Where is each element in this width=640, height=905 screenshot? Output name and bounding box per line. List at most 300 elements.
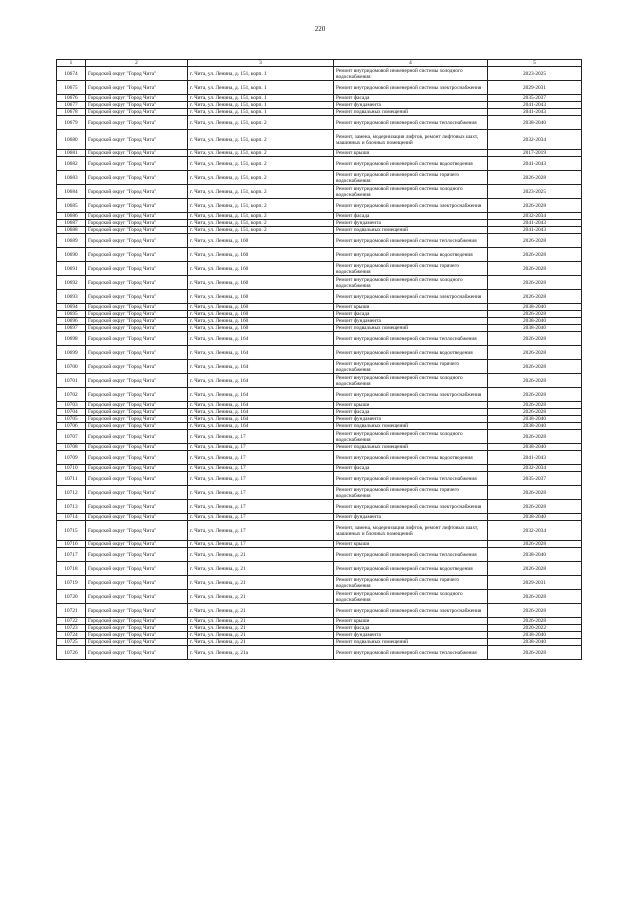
period-cell: 2026-2028 (488, 171, 582, 185)
municipality-cell: Городской округ "Город Чита" (86, 451, 188, 465)
work-type-cell: Ремонт внутридомовой инженерной системы холодного водоснабжения (334, 374, 488, 388)
municipality-cell: Городской округ "Город Чита" (86, 514, 188, 521)
table-row (57, 360, 582, 374)
work-type-cell: Ремонт фасада (334, 213, 488, 220)
work-type-cell: Ремонт внутридомовой инженерной системы водоотведения (334, 157, 488, 171)
period-cell: 2026-2028 (488, 500, 582, 514)
address-cell: г. Чита, ул. Ленина, д. 151, корп. 2 (188, 199, 334, 213)
work-type-cell: Ремонт внутридомовой инженерной системы водоотведения (334, 562, 488, 576)
work-type-cell: Ремонт внутридомовой инженерной системы электроснабжения (334, 81, 488, 95)
period-cell: 2026-2028 (488, 402, 582, 409)
column-header-3: 3 (188, 60, 334, 67)
period-cell: 2026-2028 (488, 199, 582, 213)
municipality-cell: Городской округ "Город Чита" (86, 632, 188, 639)
address-cell: г. Чита, ул. Ленина, д. 151, корп. 2 (188, 227, 334, 234)
municipality-cell: Городской округ "Город Чита" (86, 548, 188, 562)
table-row (57, 576, 582, 590)
address-cell: г. Чита, ул. Ленина, д. 160 (188, 276, 334, 290)
page-number: 220 (314, 25, 326, 33)
work-type-cell: Ремонт, замена, модернизация лифтов, ремонт лифтовых шахт, машинных и блочных помещений (334, 130, 488, 150)
municipality-cell: Городской округ "Город Чита" (86, 639, 188, 646)
table-row (57, 521, 582, 541)
period-cell: 2026-2028 (488, 346, 582, 360)
period-cell: 2026-2028 (488, 486, 582, 500)
period-cell: 2041-2043 (488, 451, 582, 465)
address-cell: г. Чита, ул. Ленина, д. 164 (188, 409, 334, 416)
period-cell: 2041-2043 (488, 109, 582, 116)
work-type-cell: Ремонт фундамента (334, 318, 488, 325)
period-cell: 2035-2037 (488, 472, 582, 486)
address-cell: г. Чита, ул. Ленина, д. 21 (188, 625, 334, 632)
table-row (57, 213, 582, 220)
period-cell: 2035-2037 (488, 95, 582, 102)
row-number-cell: 10725 (57, 639, 86, 646)
work-type-cell: Ремонт подвальных помещений (334, 444, 488, 451)
municipality-cell: Городской округ "Город Чита" (86, 430, 188, 444)
table-row (57, 130, 582, 150)
municipality-cell: Городской округ "Город Чита" (86, 465, 188, 472)
municipality-cell: Городской округ "Город Чита" (86, 409, 188, 416)
period-cell: 2026-2028 (488, 541, 582, 548)
period-cell: 2038-2040 (488, 639, 582, 646)
table-row (57, 81, 582, 95)
municipality-cell: Городской округ "Город Чита" (86, 521, 188, 541)
work-type-cell: Ремонт фундамента (334, 416, 488, 423)
period-cell: 2026-2028 (488, 618, 582, 625)
row-number-cell: 10676 (57, 95, 86, 102)
municipality-cell: Городской округ "Город Чита" (86, 360, 188, 374)
row-number-cell: 10697 (57, 325, 86, 332)
period-cell: 2026-2028 (488, 311, 582, 318)
work-type-cell: Ремонт внутридомовой инженерной системы теплоснабжения (334, 332, 488, 346)
municipality-cell: Городской округ "Город Чита" (86, 562, 188, 576)
period-cell: 2026-2028 (488, 590, 582, 604)
row-number-cell: 10722 (57, 618, 86, 625)
table-row (57, 157, 582, 171)
address-cell: г. Чита, ул. Ленина, д. 151, корп. 1 (188, 109, 334, 116)
municipality-cell: Городской округ "Город Чита" (86, 311, 188, 318)
work-type-cell: Ремонт крыши (334, 402, 488, 409)
address-cell: г. Чита, ул. Ленина, д. 164 (188, 423, 334, 430)
municipality-cell: Городской округ "Город Чита" (86, 290, 188, 304)
address-cell: г. Чита, ул. Ленина, д. 151, корп. 2 (188, 185, 334, 199)
address-cell: г. Чита, ул. Ленина, д. 21 (188, 632, 334, 639)
municipality-cell: Городской округ "Город Чита" (86, 220, 188, 227)
period-cell: 2038-2040 (488, 423, 582, 430)
municipality-cell: Городской округ "Город Чита" (86, 199, 188, 213)
work-type-cell: Ремонт крыши (334, 304, 488, 311)
period-cell: 2029-2031 (488, 576, 582, 590)
period-cell: 2017-2019 (488, 150, 582, 157)
period-cell: 2032-2034 (488, 130, 582, 150)
row-number-cell: 10719 (57, 576, 86, 590)
row-number-cell: 10716 (57, 541, 86, 548)
municipality-cell: Городской округ "Город Чита" (86, 346, 188, 360)
row-number-cell: 10699 (57, 346, 86, 360)
period-cell: 2032-2034 (488, 521, 582, 541)
row-number-cell: 10718 (57, 562, 86, 576)
period-cell: 2032-2034 (488, 213, 582, 220)
row-number-cell: 10686 (57, 213, 86, 220)
table-row (57, 150, 582, 157)
period-cell: 2026-2028 (488, 262, 582, 276)
work-type-cell: Ремонт, замена, модернизация лифтов, ремонт лифтовых шахт, машинных и блочных помещений (334, 521, 488, 541)
work-type-cell: Ремонт внутридомовой инженерной системы теплоснабжения (334, 548, 488, 562)
period-cell: 2026-2028 (488, 409, 582, 416)
address-cell: г. Чита, ул. Ленина, д. 17 (188, 521, 334, 541)
work-type-cell: Ремонт внутридомовой инженерной системы электроснабжения (334, 290, 488, 304)
address-cell: г. Чита, ул. Ленина, д. 151, корп. 2 (188, 116, 334, 130)
table-row (57, 500, 582, 514)
work-type-cell: Ремонт внутридомовой инженерной системы горячего водоснабжения (334, 360, 488, 374)
municipality-cell: Городской округ "Город Чита" (86, 157, 188, 171)
work-type-cell: Ремонт внутридомовой инженерной системы электроснабжения (334, 500, 488, 514)
municipality-cell: Городской округ "Город Чита" (86, 81, 188, 95)
municipality-cell: Городской округ "Город Чита" (86, 541, 188, 548)
municipality-cell: Городской округ "Город Чита" (86, 332, 188, 346)
table-row (57, 102, 582, 109)
municipality-cell: Городской округ "Город Чита" (86, 604, 188, 618)
table-row (57, 604, 582, 618)
address-cell: г. Чита, ул. Ленина, д. 151, корп. 2 (188, 150, 334, 157)
period-cell: 2038-2040 (488, 304, 582, 311)
municipality-cell: Городской округ "Город Чита" (86, 227, 188, 234)
address-cell: г. Чита, ул. Ленина, д. 164 (188, 346, 334, 360)
address-cell: г. Чита, ул. Ленина, д. 17 (188, 451, 334, 465)
work-type-cell: Ремонт внутридомовой инженерной системы горячего водоснабжения (334, 576, 488, 590)
table-row (57, 346, 582, 360)
table-row (57, 262, 582, 276)
row-number-cell: 10691 (57, 262, 86, 276)
address-cell: г. Чита, ул. Ленина, д. 164 (188, 402, 334, 409)
work-type-cell: Ремонт внутридомовой инженерной системы холодного водоснабжения (334, 185, 488, 199)
address-cell: г. Чита, ул. Ленина, д. 164 (188, 374, 334, 388)
table-row (57, 402, 582, 409)
work-type-cell: Ремонт фасада (334, 625, 488, 632)
address-cell: г. Чита, ул. Ленина, д. 21 (188, 548, 334, 562)
address-cell: г. Чита, ул. Ленина, д. 17 (188, 444, 334, 451)
municipality-cell: Городской округ "Город Чита" (86, 171, 188, 185)
address-cell: г. Чита, ул. Ленина, д. 160 (188, 234, 334, 248)
table-row (57, 109, 582, 116)
municipality-cell: Городской округ "Город Чита" (86, 618, 188, 625)
row-number-cell: 10696 (57, 318, 86, 325)
municipality-cell: Городской округ "Город Чита" (86, 102, 188, 109)
address-cell: г. Чита, ул. Ленина, д. 151, корп. 2 (188, 220, 334, 227)
address-cell: г. Чита, ул. Ленина, д. 21а (188, 646, 334, 660)
work-type-cell: Ремонт внутридомовой инженерной системы водоотведения (334, 248, 488, 262)
row-number-cell: 10702 (57, 388, 86, 402)
municipality-cell: Городской округ "Город Чита" (86, 423, 188, 430)
municipality-cell: Городской округ "Город Чита" (86, 590, 188, 604)
table-row (57, 234, 582, 248)
municipality-cell: Городской округ "Город Чита" (86, 150, 188, 157)
row-number-cell: 10724 (57, 632, 86, 639)
municipality-cell: Городской округ "Город Чита" (86, 276, 188, 290)
municipality-cell: Городской округ "Город Чита" (86, 248, 188, 262)
table-row (57, 472, 582, 486)
address-cell: г. Чита, ул. Ленина, д. 160 (188, 318, 334, 325)
work-type-cell: Ремонт подвальных помещений (334, 639, 488, 646)
address-cell: г. Чита, ул. Ленина, д. 21 (188, 604, 334, 618)
address-cell: г. Чита, ул. Ленина, д. 151, корп. 2 (188, 157, 334, 171)
municipality-cell: Городской округ "Город Чита" (86, 402, 188, 409)
address-cell: г. Чита, ул. Ленина, д. 160 (188, 311, 334, 318)
table-row (57, 423, 582, 430)
row-number-cell: 10675 (57, 81, 86, 95)
work-type-cell: Ремонт фасада (334, 311, 488, 318)
address-cell: г. Чита, ул. Ленина, д. 17 (188, 500, 334, 514)
table-row (57, 388, 582, 402)
table-row (57, 618, 582, 625)
work-type-cell: Ремонт внутридомовой инженерной системы теплоснабжения (334, 472, 488, 486)
address-cell: г. Чита, ул. Ленина, д. 21 (188, 639, 334, 646)
work-type-cell: Ремонт подвальных помещений (334, 423, 488, 430)
address-cell: г. Чита, ул. Ленина, д. 151, корп. 1 (188, 95, 334, 102)
address-cell: г. Чита, ул. Ленина, д. 21 (188, 618, 334, 625)
address-cell: г. Чита, ул. Ленина, д. 21 (188, 590, 334, 604)
address-cell: г. Чита, ул. Ленина, д. 17 (188, 486, 334, 500)
table-row (57, 318, 582, 325)
period-cell: 2038-2040 (488, 548, 582, 562)
row-number-cell: 10683 (57, 171, 86, 185)
table-row (57, 590, 582, 604)
address-cell: г. Чита, ул. Ленина, д. 21 (188, 562, 334, 576)
table-row (57, 409, 582, 416)
period-cell: 2041-2043 (488, 227, 582, 234)
row-number-cell: 10715 (57, 521, 86, 541)
work-type-cell: Ремонт крыши (334, 618, 488, 625)
work-type-cell: Ремонт внутридомовой инженерной системы холодного водоснабжения (334, 430, 488, 444)
row-number-cell: 10710 (57, 465, 86, 472)
address-cell: г. Чита, ул. Ленина, д. 160 (188, 325, 334, 332)
period-cell: 2041-2043 (488, 102, 582, 109)
work-type-cell: Ремонт внутридомовой инженерной системы водоотведения (334, 346, 488, 360)
municipality-cell: Городской округ "Город Чита" (86, 416, 188, 423)
period-cell: 2026-2028 (488, 234, 582, 248)
row-number-cell: 10708 (57, 444, 86, 451)
work-type-cell: Ремонт фасада (334, 465, 488, 472)
row-number-cell: 10704 (57, 409, 86, 416)
municipality-cell: Городской округ "Город Чита" (86, 116, 188, 130)
row-number-cell: 10707 (57, 430, 86, 444)
row-number-cell: 10679 (57, 116, 86, 130)
address-cell: г. Чита, ул. Ленина, д. 151, корп. 1 (188, 102, 334, 109)
period-cell: 2041-2043 (488, 220, 582, 227)
work-type-cell: Ремонт крыши (334, 541, 488, 548)
period-cell: 2038-2040 (488, 514, 582, 521)
row-number-cell: 10689 (57, 234, 86, 248)
address-cell: г. Чита, ул. Ленина, д. 164 (188, 416, 334, 423)
table-row (57, 465, 582, 472)
work-type-cell: Ремонт внутридомовой инженерной системы холодного водоснабжения (334, 276, 488, 290)
row-number-cell: 10720 (57, 590, 86, 604)
row-number-cell: 10714 (57, 514, 86, 521)
work-type-cell: Ремонт внутридомовой инженерной системы водоотведения (334, 451, 488, 465)
table-row (57, 185, 582, 199)
work-type-cell: Ремонт подвальных помещений (334, 325, 488, 332)
table-row (57, 374, 582, 388)
municipality-cell: Городской округ "Город Чита" (86, 130, 188, 150)
row-number-cell: 10694 (57, 304, 86, 311)
period-cell: 2026-2028 (488, 332, 582, 346)
column-header-5: 5 (488, 60, 582, 67)
address-cell: г. Чита, ул. Ленина, д. 164 (188, 360, 334, 374)
address-cell: г. Чита, ул. Ленина, д. 151, корп. 2 (188, 213, 334, 220)
work-type-cell: Ремонт внутридомовой инженерной системы электроснабжения (334, 604, 488, 618)
table-row (57, 325, 582, 332)
table-body (57, 60, 582, 660)
row-number-cell: 10701 (57, 374, 86, 388)
row-number-cell: 10688 (57, 227, 86, 234)
table-row (57, 451, 582, 465)
table-row (57, 311, 582, 318)
table-row (57, 227, 582, 234)
period-cell: 2026-2028 (488, 248, 582, 262)
work-type-cell: Ремонт подвальных помещений (334, 109, 488, 116)
table-row (57, 171, 582, 185)
address-cell: г. Чита, ул. Ленина, д. 17 (188, 514, 334, 521)
row-number-cell: 10681 (57, 150, 86, 157)
row-number-cell: 10726 (57, 646, 86, 660)
table-row (57, 625, 582, 632)
table-row (57, 486, 582, 500)
municipality-cell: Городской округ "Город Чита" (86, 262, 188, 276)
work-type-cell: Ремонт внутридомовой инженерной системы горячего водоснабжения (334, 171, 488, 185)
period-cell: 2026-2028 (488, 388, 582, 402)
work-type-cell: Ремонт подвальных помещений (334, 227, 488, 234)
address-cell: г. Чита, ул. Ленина, д. 164 (188, 332, 334, 346)
row-number-cell: 10713 (57, 500, 86, 514)
table-row (57, 646, 582, 660)
row-number-cell: 10709 (57, 451, 86, 465)
row-number-cell: 10711 (57, 472, 86, 486)
period-cell: 2032-2034 (488, 465, 582, 472)
address-cell: г. Чита, ул. Ленина, д. 21 (188, 576, 334, 590)
row-number-cell: 10685 (57, 199, 86, 213)
period-cell: 2026-2028 (488, 276, 582, 290)
table-row (57, 95, 582, 102)
row-number-cell: 10717 (57, 548, 86, 562)
address-cell: г. Чита, ул. Ленина, д. 17 (188, 472, 334, 486)
address-cell: г. Чита, ул. Ленина, д. 151, корп. 2 (188, 171, 334, 185)
row-number-cell: 10693 (57, 290, 86, 304)
table-row (57, 220, 582, 227)
row-number-cell: 10674 (57, 67, 86, 81)
municipality-cell: Городской округ "Город Чита" (86, 109, 188, 116)
table-row (57, 67, 582, 81)
table-row (57, 199, 582, 213)
municipality-cell: Городской округ "Город Чита" (86, 213, 188, 220)
table-row (57, 116, 582, 130)
table-row (57, 248, 582, 262)
row-number-cell: 10703 (57, 402, 86, 409)
municipality-cell: Городской округ "Город Чита" (86, 304, 188, 311)
column-number-header-row (57, 60, 582, 67)
address-cell: г. Чита, ул. Ленина, д. 151, корп. 1 (188, 81, 334, 95)
municipality-cell: Городской округ "Город Чита" (86, 576, 188, 590)
work-type-cell: Ремонт внутридомовой инженерной системы холодного водоснабжения (334, 590, 488, 604)
work-type-cell: Ремонт внутридомовой инженерной системы теплоснабжения (334, 646, 488, 660)
row-number-cell: 10705 (57, 416, 86, 423)
table-row (57, 548, 582, 562)
row-number-cell: 10723 (57, 625, 86, 632)
municipality-cell: Городской округ "Город Чита" (86, 374, 188, 388)
row-number-cell: 10682 (57, 157, 86, 171)
work-type-cell: Ремонт внутридомовой инженерной системы горячего водоснабжения (334, 486, 488, 500)
address-cell: г. Чита, ул. Ленина, д. 17 (188, 541, 334, 548)
table-row (57, 304, 582, 311)
period-cell: 2026-2028 (488, 604, 582, 618)
row-number-cell: 10692 (57, 276, 86, 290)
address-cell: г. Чита, ул. Ленина, д. 160 (188, 262, 334, 276)
repair-schedule-table (56, 59, 582, 660)
column-header-2: 2 (86, 60, 188, 67)
work-type-cell: Ремонт внутридомовой инженерной системы горячего водоснабжения (334, 262, 488, 276)
address-cell: г. Чита, ул. Ленина, д. 164 (188, 388, 334, 402)
row-number-cell: 10721 (57, 604, 86, 618)
period-cell: 2029-2031 (488, 81, 582, 95)
table-row (57, 514, 582, 521)
period-cell: 2026-2028 (488, 430, 582, 444)
row-number-cell: 10684 (57, 185, 86, 199)
table-row (57, 276, 582, 290)
table-row (57, 430, 582, 444)
period-cell: 2020-2022 (488, 625, 582, 632)
period-cell: 2023-2025 (488, 185, 582, 199)
municipality-cell: Городской округ "Город Чита" (86, 95, 188, 102)
table-row (57, 416, 582, 423)
row-number-cell: 10690 (57, 248, 86, 262)
table-row (57, 444, 582, 451)
municipality-cell: Городской округ "Город Чита" (86, 325, 188, 332)
address-cell: г. Чита, ул. Ленина, д. 151, корп. 1 (188, 67, 334, 81)
row-number-cell: 10687 (57, 220, 86, 227)
municipality-cell: Городской округ "Город Чита" (86, 472, 188, 486)
work-type-cell: Ремонт фундамента (334, 102, 488, 109)
row-number-cell: 10680 (57, 130, 86, 150)
period-cell: 2038-2040 (488, 318, 582, 325)
table-row (57, 290, 582, 304)
period-cell: 2038-2040 (488, 116, 582, 130)
work-type-cell: Ремонт фундамента (334, 220, 488, 227)
row-number-cell: 10677 (57, 102, 86, 109)
address-cell: г. Чита, ул. Ленина, д. 17 (188, 430, 334, 444)
period-cell: 2023-2025 (488, 67, 582, 81)
period-cell: 2026-2028 (488, 290, 582, 304)
municipality-cell: Городской округ "Город Чита" (86, 67, 188, 81)
municipality-cell: Городской округ "Город Чита" (86, 486, 188, 500)
period-cell: 2038-2040 (488, 444, 582, 451)
table-row (57, 632, 582, 639)
work-type-cell: Ремонт внутридомовой инженерной системы электроснабжения (334, 388, 488, 402)
address-cell: г. Чита, ул. Ленина, д. 160 (188, 248, 334, 262)
work-type-cell: Ремонт фасада (334, 95, 488, 102)
municipality-cell: Городской округ "Город Чита" (86, 646, 188, 660)
table-row (57, 562, 582, 576)
period-cell: 2026-2028 (488, 360, 582, 374)
row-number-cell: 10712 (57, 486, 86, 500)
municipality-cell: Городской округ "Город Чита" (86, 234, 188, 248)
period-cell: 2038-2040 (488, 325, 582, 332)
column-header-4: 4 (334, 60, 488, 67)
row-number-cell: 10706 (57, 423, 86, 430)
municipality-cell: Городской округ "Город Чита" (86, 318, 188, 325)
work-type-cell: Ремонт крыши (334, 150, 488, 157)
table-row (57, 332, 582, 346)
table-row (57, 639, 582, 646)
period-cell: 2026-2028 (488, 562, 582, 576)
